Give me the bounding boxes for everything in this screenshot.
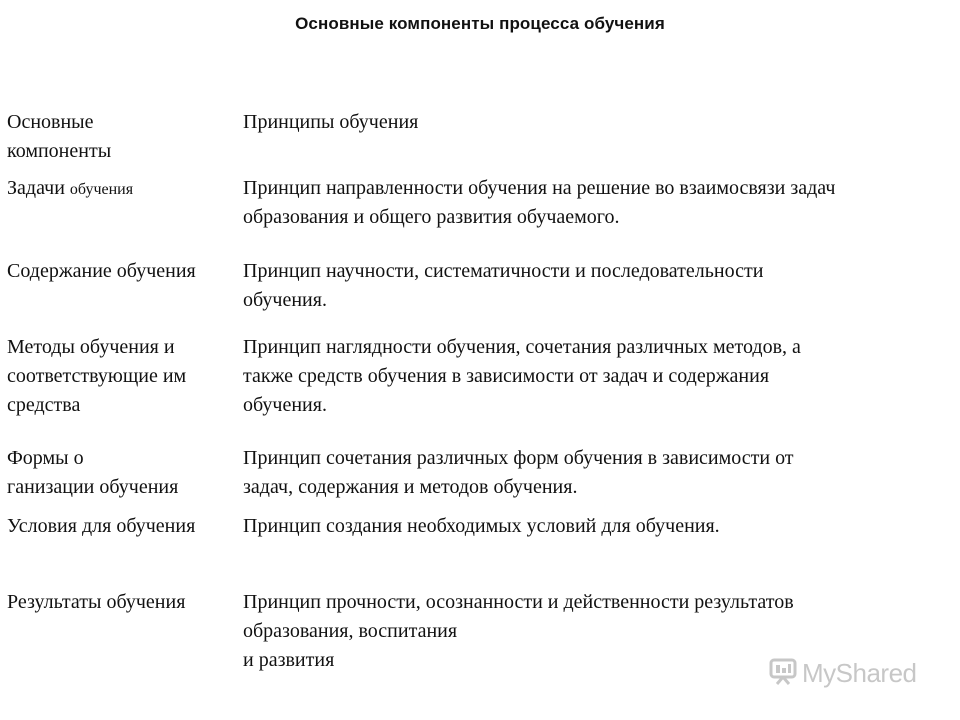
principle-cell: [243, 512, 720, 541]
header-components-cell: [7, 108, 111, 166]
principle-cell: [243, 333, 801, 420]
principle-line: обучения.: [243, 289, 327, 311]
principle-cell: [243, 588, 794, 675]
principle-line: Принцип сочетания различных форм обучения в зависимости от: [243, 447, 794, 469]
component-line: Условия для обучения: [7, 515, 196, 537]
header-principles-cell: Принципы обучения: [243, 111, 419, 133]
principle-line: образования и общего развития обучаемого.: [243, 206, 620, 228]
principle-line: Принцип наглядности обучения, сочетания различных методов, а: [243, 336, 801, 358]
component-text-small: обучения: [69, 181, 134, 198]
component-line: Содержание обучения: [7, 260, 196, 282]
watermark-text: MyShared: [802, 658, 917, 688]
page-title: Основные компоненты процесса обучения: [295, 14, 665, 33]
presentation-board-icon: [768, 656, 798, 691]
component-cell: [7, 333, 186, 420]
principle-cell: [243, 174, 835, 232]
component-line: ганизации обучения: [7, 476, 179, 498]
principle-line: образования, воспитания: [243, 620, 458, 642]
component-line: соответствующие им: [7, 365, 187, 387]
component-line: Методы обучения и: [7, 336, 175, 358]
component-line: Результаты обучения: [7, 591, 186, 613]
header-components-line: Основные: [7, 111, 94, 133]
principle-line: и развития: [243, 649, 335, 671]
component-cell: [7, 257, 196, 286]
principle-line: Принцип научности, систематичности и последовательности: [243, 260, 764, 282]
component-cell: [7, 174, 133, 204]
component-line: Формы о: [7, 447, 84, 469]
component-text: Задачи: [7, 177, 70, 199]
component-cell: [7, 512, 195, 541]
principle-line: Принцип создания необходимых условий для обучения.: [243, 515, 720, 537]
watermark: [768, 656, 917, 691]
principle-line: также средств обучения в зависимости от задач и содержания: [243, 365, 770, 387]
component-cell: [7, 444, 178, 502]
principle-cell: [243, 257, 763, 315]
component-cell: [7, 588, 185, 617]
principle-cell: [243, 444, 794, 502]
component-line: средства: [7, 394, 81, 416]
header-components-line: компоненты: [7, 140, 112, 162]
principle-line: Принцип прочности, осознанности и действенности результатов: [243, 591, 794, 613]
principle-line: Принцип направленности обучения на решение во взаимосвязи задач: [243, 177, 836, 199]
principle-line: обучения.: [243, 394, 327, 416]
principle-line: задач, содержания и методов обучения.: [243, 476, 578, 498]
